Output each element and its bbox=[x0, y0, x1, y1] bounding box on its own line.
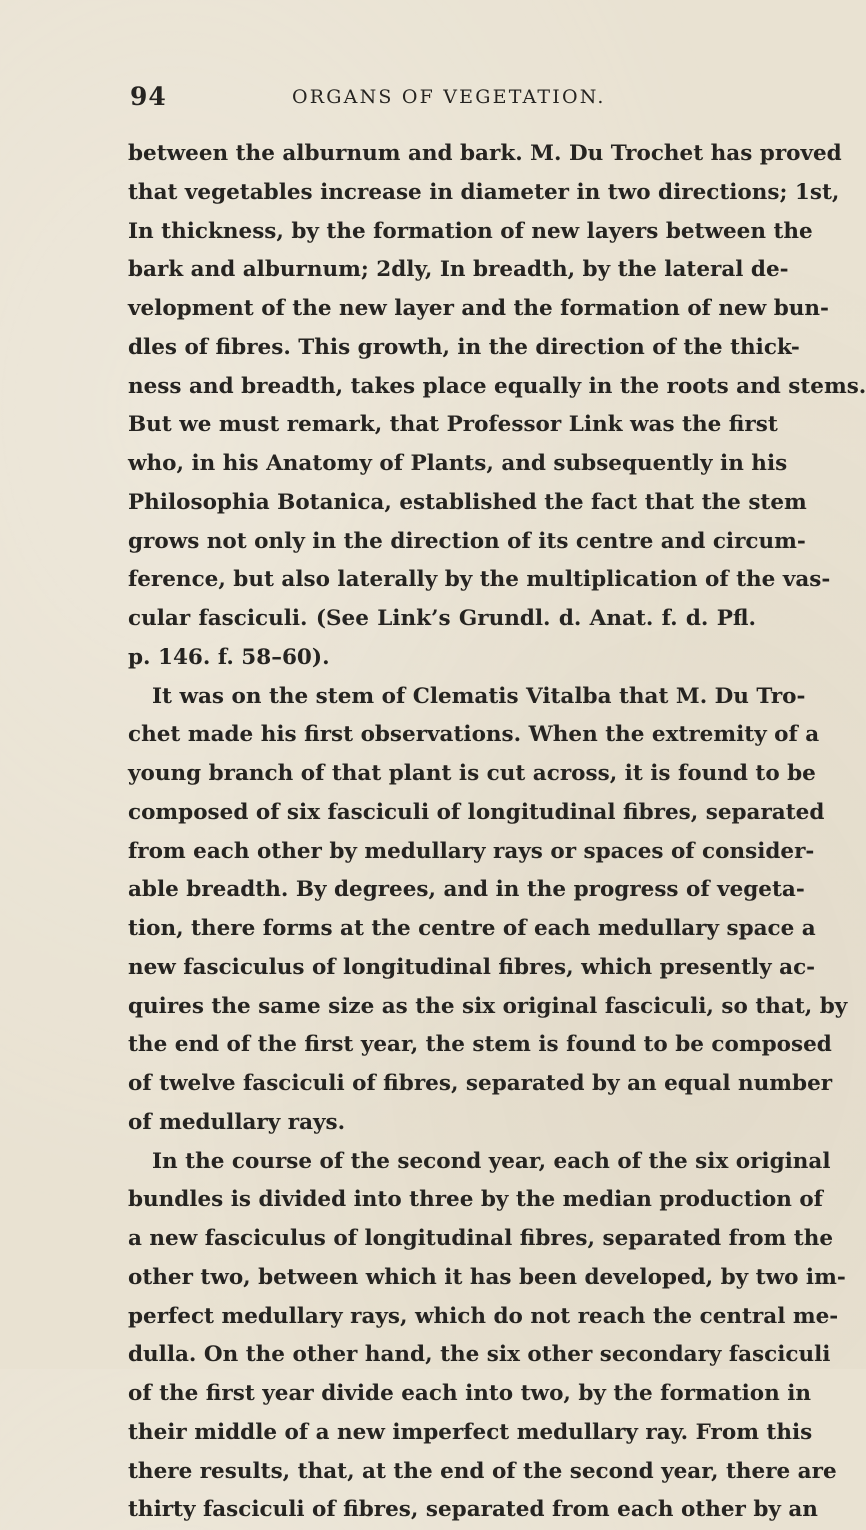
text-line: dulla. On the other hand, the six other secondary fasciculi bbox=[128, 1342, 831, 1368]
text-line: cular fasciculi. (See Link’s Grundl. d. Anat. f. d. Pfl. bbox=[128, 606, 756, 631]
running-title: ORGANS OF VEGETATION. bbox=[292, 86, 606, 108]
text-line: between the alburnum and bark. M. Du Trochet has proved bbox=[128, 141, 842, 166]
text-line: chet made his first observations. When the extremity of a bbox=[128, 722, 820, 748]
text-line: velopment of the new layer and the formation of new bun- bbox=[128, 296, 829, 321]
text-line: ference, but also laterally by the multiplication of the vas- bbox=[128, 567, 831, 593]
running-head bbox=[130, 82, 750, 122]
text-line: perfect medullary rays, which do not reach the central me- bbox=[128, 1303, 839, 1329]
text-line: their middle of a new imperfect medullary ray. From this bbox=[128, 1419, 813, 1445]
text-line: from each other by medullary rays or spaces of consider- bbox=[128, 838, 815, 864]
text-line: quires the same size as the six original fasciculi, so that, by bbox=[128, 993, 848, 1019]
text-line: able breadth. By degrees, and in the progress of vegeta- bbox=[128, 877, 805, 903]
text-line: that vegetables increase in diameter in two directions; 1st, bbox=[128, 179, 840, 205]
text-line: other two, between which it has been developed, by two im- bbox=[128, 1264, 846, 1290]
text-line: of the first year divide each into two, by the formation in bbox=[128, 1381, 812, 1406]
text-line: young branch of that plant is cut across, it is found to be bbox=[128, 761, 816, 786]
page-number: 94 bbox=[130, 82, 167, 111]
text-line: there results, that, at the end of the second year, there are bbox=[128, 1458, 837, 1484]
text-line: grows not only in the direction of its centre and circum- bbox=[128, 528, 806, 554]
text-line: a new fasciculus of longitudinal fibres, separated from the bbox=[128, 1226, 834, 1251]
text-line: p. 146. f. 58–60). bbox=[128, 644, 330, 670]
body-text bbox=[128, 135, 866, 1530]
text-line: In the course of the second year, each of the six original bbox=[152, 1148, 831, 1174]
text-line: ness and breadth, takes place equally in the roots and stems. bbox=[128, 373, 866, 399]
text-line: Philosophia Botanica, established the fact that the stem bbox=[128, 489, 807, 515]
text-line: dles of fibres. This growth, in the direction of the thick- bbox=[128, 334, 800, 360]
text-line: bark and alburnum; 2dly, In breadth, by the lateral de- bbox=[128, 257, 789, 283]
text-line: new fasciculus of longitudinal fibres, which presently ac- bbox=[128, 954, 816, 980]
text-line: It was on the stem of Clematis Vitalba that M. Du Tro- bbox=[152, 683, 806, 709]
text-line: In thickness, by the formation of new layers between the bbox=[128, 218, 813, 244]
text-line: composed of six fasciculi of longitudinal fibres, separated bbox=[128, 799, 825, 825]
text-line: But we must remark, that Professor Link was the first bbox=[128, 412, 778, 438]
text-line: of medullary rays. bbox=[128, 1109, 346, 1135]
text-line: who, in his Anatomy of Plants, and subsequently in his bbox=[128, 451, 788, 476]
text-line: thirty fasciculi of fibres, separated from each other by an bbox=[128, 1497, 818, 1523]
text-line: tion, there forms at the centre of each medullary space a bbox=[128, 916, 816, 941]
text-line: bundles is divided into three by the median production of bbox=[128, 1187, 823, 1213]
text-line: of twelve fasciculi of fibres, separated by an equal number bbox=[128, 1071, 833, 1096]
text-line: the end of the first year, the stem is found to be composed bbox=[128, 1032, 832, 1058]
